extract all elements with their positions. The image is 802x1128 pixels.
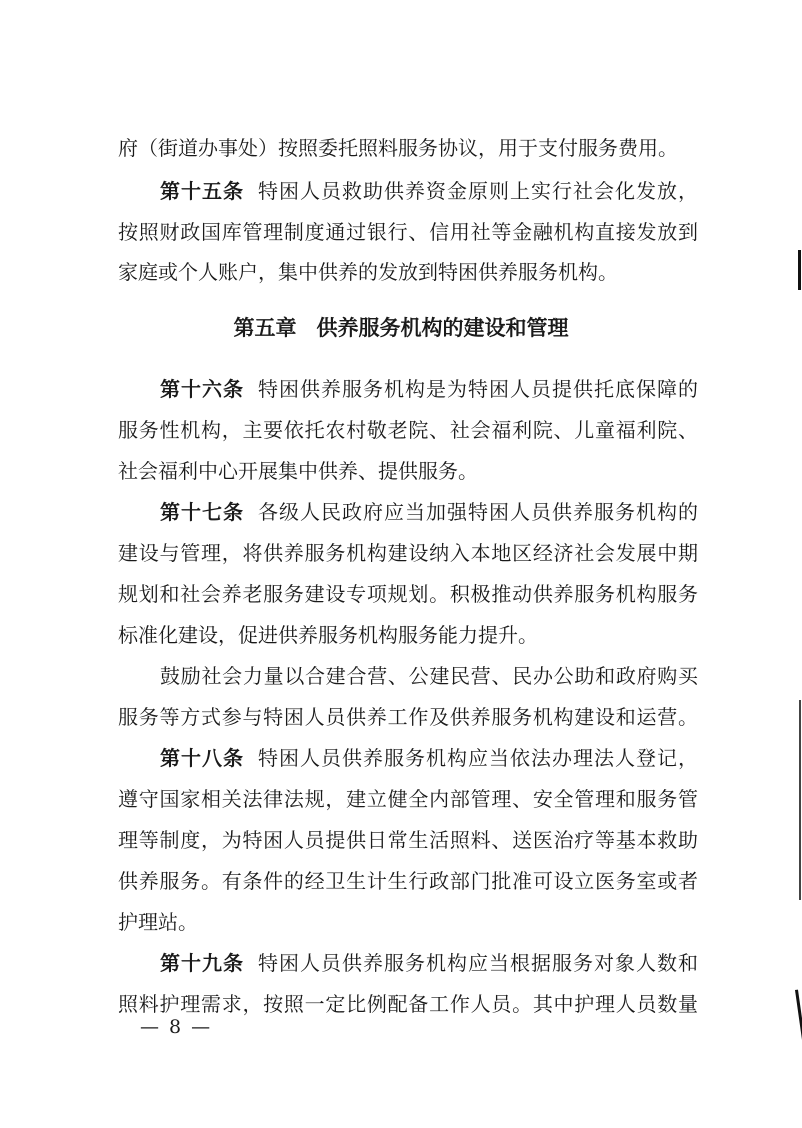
paragraph-line: 府（街道办事处）按照委托照料服务协议，用于支付服务费用。 [118, 136, 678, 160]
article-label: 第十五条 [160, 179, 244, 203]
paragraph-text: 特困人员供养服务机构应当根据服务对象人数和 [258, 951, 698, 975]
article-label: 第十七条 [160, 500, 244, 524]
paragraph-text: 各级人民政府应当加强特困人员供养服务机构的 [258, 500, 698, 524]
article-16-line-1 [160, 369, 698, 409]
article-15-line-1 [160, 171, 698, 211]
article-label: 第十九条 [160, 951, 244, 975]
chapter-title: 供养服务机构的建设和管理 [316, 316, 569, 340]
paragraph-line: 服务性机构，主要依托农村敬老院、社会福利院、儿童福利院、 [118, 418, 698, 442]
chapter-number: 第五章 [233, 316, 297, 340]
article-17-line-1 [160, 492, 698, 532]
chapter-heading [0, 306, 802, 350]
article-label: 第十八条 [160, 746, 244, 770]
paragraph-line: 理等制度，为特困人员提供日常生活照料、送医治疗等基本救助 [118, 828, 698, 852]
paragraph-line: 服务等方式参与特困人员供养工作及供养服务机构建设和运营。 [118, 705, 698, 729]
paragraph-text: 特困供养服务机构是为特困人员提供托底保障的 [258, 377, 698, 401]
scan-edge-mark [799, 700, 801, 900]
paragraph-text: 特困人员供养服务机构应当依法办理法人登记， [258, 746, 698, 770]
page-number: — 8 — [140, 1016, 213, 1038]
paragraph-line: 标准化建设，促进供养服务机构服务能力提升。 [118, 623, 538, 647]
scan-edge-mark [795, 990, 802, 1080]
article-19-line-1 [160, 943, 698, 983]
paragraph-line: 按照财政国库管理制度通过银行、信用社等金融机构直接发放到 [118, 220, 698, 244]
paragraph-line: 规划和社会养老服务建设专项规划。积极推动供养服务机构服务 [118, 582, 698, 606]
paragraph-line: 社会福利中心开展集中供养、提供服务。 [118, 459, 478, 483]
paragraph-line: 照料护理需求，按照一定比例配备工作人员。其中护理人员数量 [118, 992, 698, 1016]
paragraph-line: 鼓励社会力量以合建合营、公建民营、民办公助和政府购买 [160, 664, 698, 688]
paragraph-line: 家庭或个人账户，集中供养的发放到特困供养服务机构。 [118, 260, 618, 284]
paragraph-line: 护理站。 [118, 910, 198, 934]
paragraph-line: 建设与管理，将供养服务机构建设纳入本地区经济社会发展中期 [118, 541, 698, 565]
paragraph-text: 特困人员救助供养资金原则上实行社会化发放， [258, 179, 698, 203]
article-18-line-1 [160, 738, 698, 778]
scan-edge-mark [798, 250, 801, 290]
paragraph-line: 遵守国家相关法律法规，建立健全内部管理、安全管理和服务管 [118, 787, 698, 811]
paragraph-line: 供养服务。有条件的经卫生计生行政部门批准可设立医务室或者 [118, 869, 698, 893]
article-label: 第十六条 [160, 377, 244, 401]
